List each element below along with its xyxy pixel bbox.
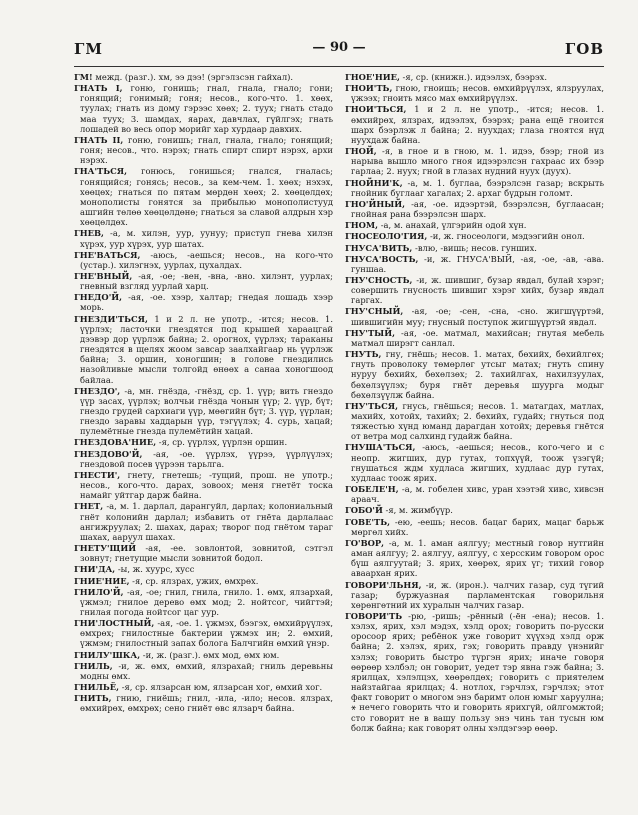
entry-definition: -а, м. 1. буглаа, бээрэлсэн газар; вскрыть гнойник буглааг хагалах; 2. архаг бүдрын голомт.	[351, 177, 604, 198]
dictionary-entry	[74, 618, 333, 648]
entry-headword: ГНА'ТЬСЯ,	[74, 166, 127, 177]
entry-headword: ГНЕЗДОВО'Й,	[74, 448, 143, 459]
entry-headword: ГНЕЗДОВА'НИЕ,	[74, 437, 157, 448]
entry-headword: ГНОИ'ТЬ,	[345, 83, 393, 94]
dictionary-entry	[345, 306, 604, 326]
entry-headword: ГНИ'ЛОСТНЫЙ,	[74, 618, 155, 629]
entry-headword: ГНУ'СНЫЙ,	[345, 306, 404, 317]
entry-definition: -ая, -ое; -сен, -сна, -сно. жигшүүртэй, шившигийн муу; гнусный поступок жигшүүртэй явдал.	[351, 306, 604, 327]
entry-definition: -ая, -ое; гнил, гнила, гнило. 1. өмх, ялзархай, үжмэл; гнилое дерево өмх мод; 2. нойтсог, чийгтэй; гнилая погода нойтсог цаг уур.	[80, 586, 333, 617]
entry-definition: -ая, -ее. зовлонтой, зовнитой, сэтгэл зовнут; гнетущие мысли зовнитой бодол.	[80, 543, 333, 564]
dictionary-entry	[345, 220, 604, 230]
entry-definition: -я, ср. үүрлэх, үүрлэн оршин.	[156, 437, 288, 448]
entry-definition: -и, ж. (разг.). өмх мод, өмх юм.	[140, 649, 280, 660]
entry-definition: -я, м. жимбүүр.	[382, 505, 453, 516]
entry-definition: -ая, -ое. матмал, махийсан; гнутая мебель матмал шиpэгт санлал.	[351, 327, 604, 348]
dictionary-entry	[74, 501, 333, 542]
entry-definition: -и, ж. өмх, өмхий, ялзрахай; гниль деревьны модны өмх.	[80, 660, 333, 681]
dictionary-entry	[74, 228, 333, 248]
dictionary-entry	[74, 386, 333, 437]
entry-definition: -я, ср. ялзарсан юм, ялзарсан хог, өмхий хог.	[119, 682, 323, 693]
dictionary-entry	[74, 449, 333, 469]
entry-headword: ГНО'ЙНЫЙ,	[345, 198, 406, 209]
text-columns	[74, 72, 604, 795]
entry-definition: -а, м. 1. аман аялгуу; местный говор нутгийн аман аялгуу; 2. аялгуу, аялгуу, с херсским говором орос бүш аялгуутай; 3. ярих, хөөрөх, ярих үг; тихий говор аваархан ярих.	[351, 537, 604, 579]
dictionary-entry	[74, 470, 333, 500]
entry-definition: гонюсь, гонишься; гнался, гналась; гонящийся; гонясь; несов., за кем-чем. 1. хөөх; нэхэх, хөөцөх; гнаться по пятам мөрдөн хөөх; 2. хөөцөлдөх; монополисты гонятся за прибылью монополистууд ашгийн төлөө хөөцөлдөнө; гнаться за славой алдрын хэр хөөцөлдөх.	[80, 166, 333, 228]
entry-headword: ГНИТЬ,	[74, 693, 112, 704]
entry-headword: ГНАТЬ II,	[74, 134, 124, 145]
header-right-guideword: ГОВ	[564, 40, 604, 58]
dictionary-entry	[345, 538, 604, 579]
entry-headword: ГНИЛЬ,	[74, 660, 113, 671]
entry-headword: ГОБЕЛЕ'Н,	[345, 484, 399, 495]
entry-definition: -а, м. гобелен хивс, уран хээтэй хивс, хивсэн араач.	[351, 484, 604, 505]
entry-definition: гнию, гниёшь; гнил, -ила, -ило; несов. ялзрах, өмхийрөх, өмхрөх; сено гниёт өвс ялзарч байна.	[80, 693, 333, 714]
dictionary-entry	[345, 178, 604, 198]
left-column	[74, 72, 333, 795]
dictionary-entry	[74, 72, 333, 82]
dictionary-entry	[74, 661, 333, 681]
dictionary-entry	[74, 543, 333, 563]
entry-definition: -ы, ж. хуурс, хусс	[115, 564, 195, 575]
dictionary-entry	[345, 146, 604, 176]
entry-definition: межд. (разг.). хм, ээ дээ! (эргэлзсэн гайхал).	[92, 72, 294, 82]
entry-definition: -влю, -вишь; несов. гунших.	[412, 242, 537, 253]
entry-headword: ГНУСА'ВОСТЬ,	[345, 253, 419, 264]
entry-definition: -я, ср. ялзрах, ужих, өмхрөх.	[129, 575, 259, 586]
dictionary-entry	[74, 682, 333, 692]
entry-headword: ГНУ'ТЫЙ,	[345, 327, 395, 338]
entry-definition: гоню, гонишь; гнал, гнала, гнало; гонящий; гоня; несов., что. нэрэх; гнать спирт спирт нэрэх, архи нэрэх.	[80, 134, 333, 166]
entry-definition: -и, ж. ГНУСА'ВЫЙ, -ая, -ое, -ав, -ава. гуншаа.	[351, 253, 604, 274]
entry-definition: -я, в гное и в гною, м. 1. идээ, бээр; гной из нарыва вышло много гноя идээрэлсэн гахраас их бээр гарлаа; 2. нуух; гной в глазах нудний нуух (дуух).	[351, 146, 604, 177]
entry-headword: ГМ!	[74, 72, 93, 82]
dictionary-entry	[74, 83, 333, 134]
dictionary-entry	[345, 484, 604, 504]
dictionary-entry	[345, 275, 604, 305]
entry-definition: гнусь, гнёшься; несов. 1. матагдах, матлах, махийх, хотойх, тахийх; 2. бөхийх, гудайх; гнуться под тяжестью хүнд юманд дарагдан хотойх; деревья гнётся от ветра мод салхинд гудайж байна.	[351, 400, 604, 442]
dictionary-entry	[74, 135, 333, 165]
entry-headword: ГНЕ'ВАТЬСЯ,	[74, 249, 141, 260]
entry-definition: -и, ж. гносеологи, мэдээгийн онол.	[427, 231, 585, 242]
entry-headword: ГНЕТУ'ЩИЙ	[74, 543, 137, 554]
entry-headword: ГНЕТ,	[74, 501, 104, 512]
page-header	[74, 40, 604, 62]
entry-headword: ГНУСА'ВИТЬ,	[345, 242, 413, 253]
entry-definition: -а, м. 1. дарлал, дарангуйл, дарлах; колониальный гнёт колонийн дарлал; избавить от гнёта дарлалаас ангижруулах; 2. шахах, дарах; творог под гнётом тараг шахах, ааруул шахах.	[80, 501, 333, 542]
entry-headword: ГНУТЬ,	[345, 349, 382, 360]
dictionary-entry	[74, 292, 333, 312]
entry-headword: ГНОМ,	[345, 220, 379, 231]
dictionary-entry	[345, 328, 604, 348]
entry-definition: -аюсь, -аешься; несов., кого-чего и с неопр. жигших, дур гутах, топхүүй, тоож үзэгүй; гнушаться ждм худласа жигших, худлаас дур гутах, худлаас тоож ярих.	[351, 442, 604, 483]
entry-definition: 1 и 2 л. не употр., -ится; несов. 1. өмхийрөх, ялзрах, идээлэх, бээрэх; рана ещё гноится шарх бээрлэж л байна; 2. нуухдах; глаза гноятся нүд нуухдаж байна.	[351, 104, 604, 145]
entry-definition: -а, м. анахай, үлгэрийн одой хүн.	[378, 220, 527, 231]
dictionary-entry	[74, 564, 333, 574]
entry-headword: ГНИЛО'Й,	[74, 586, 124, 597]
dictionary-entry	[74, 271, 333, 291]
entry-headword: ГНОЙНИ'К,	[345, 177, 403, 188]
right-column	[345, 72, 604, 795]
entry-definition: гну, гнёшь; несов. 1. матах, бөхийх, бөхийлгөх; гнуть проволоку төмөрлөг утсыг матах; гнуть спину нуруу бөхийх, бөхөлзөх; 2. тахийлгах, нахилзуулах, бөхөлзүүлэх; буря гнёт деревья шуурга модыг бөхөлзүүлж байна.	[351, 349, 604, 400]
entry-headword: ГНОСЕОЛО'ГИЯ,	[345, 231, 428, 242]
entry-headword: ГОБО'Й	[345, 505, 383, 516]
entry-headword: ГНОИ'ТЬСЯ,	[345, 104, 407, 115]
dictionary-entry	[74, 437, 333, 447]
entry-headword: ГНУ'СНОСТЬ,	[345, 274, 413, 285]
entry-definition: -ая, -ое. 1. үжмэх, бээгэх, өмхийрүүлэх, өмхрөх; гнилостные бактерии үжмэх ин; 2. өмхий, үжмэм; гнилостный запах болога Балчгийн өмхий үнэр.	[80, 618, 333, 649]
dictionary-entry	[74, 693, 333, 713]
entry-headword: ГНЕСТИ',	[74, 469, 121, 480]
entry-headword: ГНИЕ'НИЕ,	[74, 575, 130, 586]
dictionary-entry	[345, 580, 604, 610]
entry-headword: ГНЕВ,	[74, 228, 104, 239]
entry-headword: ГНЕДО'Й,	[74, 292, 123, 303]
entry-definition: гнету, гнетешь; -тущий, прош. не употр.; несов., кого-что. дарах, зовоох; меня гнетёт тоска намайг уйтгар дарж байна.	[80, 469, 333, 501]
entry-headword: ГОВОРИ'ТЬ	[345, 610, 403, 621]
dictionary-entry	[74, 166, 333, 227]
dictionary-entry	[345, 517, 604, 537]
entry-definition: -а, мн. гнёзда, -гнёзд, ср. 1. үүр; вить гнездо үүр засах, үүрлэх; волчьи гнёзда чонын үүр; 2. үүр, бүт; гнездо грудей сархиаги үүр, мөөгийн бүт; 3. үүр, үүрлан; гнездо заравы хаддарын үүр, тэгүүлэх; 4. сурь, хацай; пулемётные гнезда пулемётийн хацай.	[80, 385, 333, 437]
entry-headword: ГОВОРИ'ЛЬНЯ,	[345, 579, 422, 590]
entry-definition: гоню, гонишь; гнал, гнала, гнало; гони; гонящий; гонимый; гоня; несов., кого-что. 1. хөөх, туулах; гнать из дому гэрээс хөөх; 2. туух; гнать стадо маа туух; 3. шамдах, яарах, давчлах, гүйлгэх; гнать лошадей во весь опор морийг хар хурдаар давхих.	[80, 83, 333, 134]
entry-definition: -аюсь, -аешься; несов., на кого-что (устар.). хилэгнэх, уурлах, цухалдах.	[80, 249, 333, 270]
entry-definition: -ая, -ое; -вен, -вна, -вно. хилэнт, уурлах; гневный взгляд уурлай харц.	[80, 270, 333, 292]
entry-definition: -а, м. хилэн, уур, уунуу; приступ гнева хилэн хүрэх, уур хүрэх, уур шатах.	[80, 228, 333, 249]
entry-definition: -и, ж. шившиг, бузар явдал, булай хэрэг; совершить гнусность шившиг хэрэг хийх, бузар явдал гаргах.	[351, 274, 604, 306]
entry-headword: ГНИЛУ'ШКА,	[74, 649, 141, 660]
entry-headword: ГНЕЗДИ'ТЬСЯ,	[74, 313, 148, 324]
entry-headword: ГНУ'ТЬСЯ,	[345, 400, 398, 411]
dictionary-entry	[345, 349, 604, 400]
page-number: — 90 —	[312, 40, 366, 55]
dictionary-entry	[345, 611, 604, 733]
entry-definition: -ею, -еешь; несов. бацаг барих, мацаг барьж мөргөл хийх.	[351, 516, 604, 537]
entry-headword: ГО'ВОР,	[345, 537, 385, 548]
entry-definition: -рю, -ришь; -рённый (-ён -ена); несов. 1. хэлэх, ярих, хэл мэдэх, хэлд орох; говорить по-русски оросоор ярих; ребёнок уже говорит хүүхэд хэлд орж байна; 2. хэлэх, ярих, гэх; говорить правду үнэнийг хэлэх; говорить быстро түргэн ярих; иначе говоря өөрөөр хэлбэл; он говорит, уедет тэр явна гэж байна; 3. ярилцах, хэлэлцэх, хөөрөлдөх; говорить с приятелем найзтайгаа ярилцах; 4. нотлох, гэрчлэх, гэрчлэх; этот факт говорит о многом энэ баримт олон юмыг харуулна; ⚹ нечего говорить что и говорить ярихгүй, ойлгомжтой; сто говорит не в вашу пользу энэ чинь тан тусын юм болж байна; как говорят олны хэлдэгээр өөөр.	[351, 610, 604, 733]
entry-headword: ГНУША'ТЬСЯ,	[345, 442, 416, 453]
dictionary-entry	[345, 83, 604, 103]
dictionary-entry	[345, 505, 604, 515]
dictionary-entry	[345, 231, 604, 241]
entry-definition: -ая, -ое. үүрлэх, үүрээ, үүрлүүлэх; гнездовой посев үүрээн тарьлга.	[80, 448, 333, 469]
entry-headword: ГНОЕ'НИЕ,	[345, 72, 400, 82]
entry-definition: -ая, -ое. идээртэй, бээрэлсэн, буглаасан; гнойная рана бээрэлсэн шарх.	[351, 198, 604, 220]
dictionary-entry	[345, 401, 604, 442]
dictionary-entry	[74, 587, 333, 617]
entry-headword: ГНАТЬ I,	[74, 83, 123, 94]
entry-definition: -я, ср. (книжн.). идээлэх, бээрэх.	[399, 72, 548, 82]
entry-definition: -и, ж. (ирон.). чалчих газар, суд түгий газар; буржуазная парламентская говорильня хөрөнгөтний их хуралын чалчих газар.	[351, 579, 604, 610]
entry-headword: ГНЕ'ВНЫЙ,	[74, 270, 133, 281]
entry-definition: гною, гноишь; несов. өмхийрүүлэх, ялзруулах, үжээх; гноить мясо мах өмхийрүүлэх.	[351, 83, 604, 104]
entry-headword: ГНИЛЬЁ,	[74, 682, 120, 693]
dictionary-entry	[74, 314, 333, 385]
dictionary-entry	[74, 576, 333, 586]
entry-headword: ГНОЙ,	[345, 146, 377, 157]
dictionary-entry	[74, 650, 333, 660]
dictionary-entry	[74, 250, 333, 270]
entry-headword: ГНИ'ДА,	[74, 564, 116, 575]
entry-definition: 1 и 2 л. не употр., -ится; несов. 1. үүрлэх; ласточки гнездятся под крышей хараацгай дээвэр дор үүрлэж байна; 2. орогнох, үүрлэх; тараканы гнездятся в щелях жоом завсар заалхайгаар нь үүрлэж байна; 3. оршин, хоногшин; в голове гнездились назойливые мысли толгойд өнөөх а санаа хоногшоод байлаа.	[80, 313, 333, 385]
dictionary-entry	[345, 442, 604, 483]
header-rule	[74, 66, 604, 67]
dictionary-entry	[345, 199, 604, 219]
dictionary-entry	[345, 254, 604, 274]
dictionary-entry	[345, 243, 604, 253]
entry-headword: ГНЕЗДО',	[74, 385, 121, 396]
dictionary-entry	[345, 104, 604, 145]
dictionary-entry	[345, 72, 604, 82]
entry-definition: -ая, -ое. хээр, халтар; гнедая лошадь хээр морь.	[80, 292, 333, 313]
header-left-guideword: ГМ	[74, 40, 103, 58]
entry-headword: ГОВЕ'ТЬ,	[345, 516, 390, 527]
